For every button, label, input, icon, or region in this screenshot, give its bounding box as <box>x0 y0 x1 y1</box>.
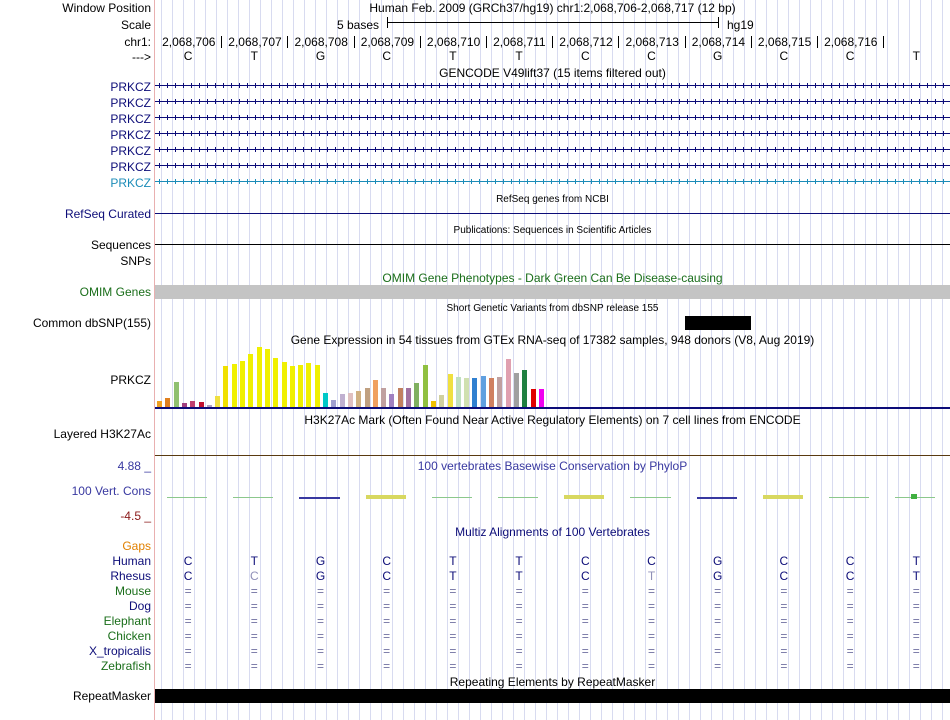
gtex-tissue-bar[interactable] <box>514 373 519 407</box>
gtex-tissue-bar[interactable] <box>522 370 527 407</box>
alignment-base: C <box>382 554 392 568</box>
alignment-base: G <box>315 569 326 583</box>
ruler-tick <box>685 36 686 48</box>
conservation-segment <box>697 497 737 499</box>
ruler-tick <box>486 36 487 48</box>
gtex-tissue-bar[interactable] <box>298 365 303 407</box>
gtex-tissue-bar[interactable] <box>348 393 353 407</box>
alignment-base: C <box>183 554 193 568</box>
alignment-base: T <box>647 569 656 583</box>
alignment-base: C <box>779 569 789 583</box>
alignment-match: = <box>250 644 258 658</box>
db-label: hg19 <box>727 18 754 32</box>
gtex-tissue-bar[interactable] <box>406 388 411 407</box>
gtex-tissue-bar[interactable] <box>215 396 220 407</box>
conservation-track-label[interactable]: 100 Vert. Cons <box>71 484 151 498</box>
alignment-match: = <box>184 584 192 598</box>
alignment-base: C <box>779 554 789 568</box>
scale-label: Scale <box>120 18 151 32</box>
alignment-match: = <box>780 644 788 658</box>
refseq-track-label[interactable]: RefSeq Curated <box>64 207 151 221</box>
alignment-base: C <box>249 569 259 583</box>
conservation-min-label: -4.5 _ <box>120 509 151 523</box>
alignment-match: = <box>912 659 920 673</box>
gtex-tissue-bar[interactable] <box>472 378 477 407</box>
alignment-match: = <box>184 644 192 658</box>
alignment-match: = <box>714 629 722 643</box>
gtex-tissue-bar[interactable] <box>356 391 361 407</box>
gtex-track-title: Gene Expression in 54 tissues from GTEx RNA-seq of 17382 samples, 948 donors (V8, Aug 2019) <box>290 333 815 347</box>
alignment-base: G <box>315 554 326 568</box>
gtex-tissue-bar[interactable] <box>464 378 469 407</box>
alignment-match: = <box>316 659 324 673</box>
conservation-segment <box>366 495 406 499</box>
conservation-segment <box>233 497 273 498</box>
species-label: X_tropicalis <box>88 644 151 658</box>
ruler-position: 2,068,715 <box>757 35 812 49</box>
alignment-match: = <box>316 584 324 598</box>
alignment-base: T <box>912 554 920 568</box>
gtex-tissue-bar[interactable] <box>223 366 228 407</box>
species-label: Dog <box>128 599 151 613</box>
alignment-base: G <box>713 569 723 583</box>
repeatmasker-track-title: Repeating Elements by RepeatMasker <box>449 675 656 689</box>
scale-bar-right-tick <box>718 17 719 28</box>
alignment-match: = <box>846 584 854 598</box>
alignment-base: C <box>647 554 656 568</box>
alignment-match: = <box>912 584 920 598</box>
alignment-match: = <box>647 629 655 643</box>
publications-track-title: Publications: Sequences in Scientific Articles <box>453 225 652 236</box>
alignment-match: = <box>250 659 258 673</box>
gtex-tissue-bar[interactable] <box>481 376 486 407</box>
alignment-match: = <box>184 614 192 628</box>
alignment-match: = <box>184 599 192 613</box>
alignment-match: = <box>780 629 788 643</box>
alignment-match: = <box>184 659 192 673</box>
gtex-tissue-bar[interactable] <box>323 393 328 407</box>
refseq-track-title: RefSeq genes from NCBI <box>496 194 609 205</box>
species-label: Human <box>112 554 151 568</box>
alignment-match: = <box>846 614 854 628</box>
scale-bar <box>387 22 719 23</box>
gtex-tissue-bar[interactable] <box>389 394 394 407</box>
alignment-match: = <box>912 614 920 628</box>
gtex-track-label[interactable]: PRKCZ <box>110 373 151 387</box>
gtex-tissue-bar[interactable] <box>257 347 262 407</box>
alignment-match: = <box>316 599 324 613</box>
gencode-track-title: GENCODE V49lift37 (15 items filtered out) <box>439 66 666 80</box>
alignment-match: = <box>780 659 788 673</box>
reference-base: C <box>779 49 789 63</box>
ruler-tick <box>420 36 421 48</box>
reference-base: G <box>315 49 326 63</box>
conservation-segment <box>299 497 339 499</box>
reference-base: C <box>647 49 656 63</box>
alignment-match: = <box>383 599 391 613</box>
alignment-match: = <box>250 599 258 613</box>
alignment-match: = <box>581 659 589 673</box>
gencode-transcript[interactable] <box>155 147 950 152</box>
gencode-transcript-label[interactable]: PRKCZ <box>110 96 151 110</box>
alignment-base: C <box>183 569 193 583</box>
gtex-tissue-bar[interactable] <box>381 388 386 407</box>
gtex-tissue-bar[interactable] <box>365 388 370 407</box>
chromosome-label: chr1: <box>124 35 151 49</box>
alignment-match: = <box>515 659 523 673</box>
conservation-track-title: 100 vertebrates Basewise Conservation by PhyloP <box>417 459 688 473</box>
gtex-tissue-bar[interactable] <box>497 377 502 407</box>
alignment-match: = <box>647 599 655 613</box>
gtex-tissue-bar[interactable] <box>398 388 403 407</box>
alignment-base: T <box>250 554 258 568</box>
dbsnp-track-label[interactable]: Common dbSNP(155) <box>32 316 151 330</box>
gaps-label: Gaps <box>122 539 151 553</box>
conservation-segment <box>763 495 803 499</box>
conservation-peak <box>911 494 917 499</box>
ruler-tick <box>618 36 619 48</box>
reference-base: G <box>713 49 723 63</box>
alignment-match: = <box>780 614 788 628</box>
reference-base: T <box>449 49 457 63</box>
alignment-base: C <box>382 569 392 583</box>
multiz-track-title: Multiz Alignments of 100 Vertebrates <box>455 525 650 539</box>
h3k27ac-track-label[interactable]: Layered H3K27Ac <box>53 427 151 441</box>
alignment-base: C <box>580 569 590 583</box>
omim-gene-bar[interactable] <box>155 285 950 299</box>
alignment-base: C <box>845 554 855 568</box>
alignment-match: = <box>714 614 722 628</box>
alignment-match: = <box>846 629 854 643</box>
ruler-tick <box>552 36 553 48</box>
conservation-graph[interactable] <box>155 490 950 504</box>
h3k27ac-track-title: H3K27Ac Mark (Often Found Near Active Regulatory Elements) on 7 cell lines from ENCODE <box>304 413 801 427</box>
track-label-column <box>0 0 153 720</box>
gtex-tissue-bar[interactable] <box>248 354 253 407</box>
repeatmasker-element[interactable] <box>155 689 950 703</box>
alignment-base: T <box>912 569 920 583</box>
alignment-match: = <box>515 644 523 658</box>
alignment-match: = <box>449 614 457 628</box>
omim-track-title: OMIM Gene Phenotypes - Dark Green Can Be Disease-causing <box>382 271 723 285</box>
gtex-tissue-bar[interactable] <box>414 383 419 407</box>
alignment-match: = <box>780 584 788 598</box>
ruler-position: 2,068,714 <box>691 35 746 49</box>
reference-base: C <box>183 49 193 63</box>
alignment-match: = <box>581 584 589 598</box>
snps-track-label[interactable]: SNPs <box>120 254 151 268</box>
ruler-position: 2,068,712 <box>559 35 613 49</box>
gencode-transcript[interactable] <box>155 163 950 168</box>
gtex-tissue-bar[interactable] <box>448 374 453 407</box>
gtex-tissue-bar[interactable] <box>373 380 378 407</box>
ruler-tick <box>221 36 222 48</box>
alignment-match: = <box>581 644 589 658</box>
ruler-position: 2,068,713 <box>625 35 679 49</box>
track-image[interactable] <box>155 0 950 720</box>
gtex-tissue-bar[interactable] <box>506 359 511 407</box>
alignment-match: = <box>250 629 258 643</box>
scale-bar-text: 5 bases <box>337 18 380 32</box>
gtex-tissue-bar[interactable] <box>290 366 295 407</box>
gencode-transcript-label[interactable]: PRKCZ <box>110 112 151 126</box>
refseq-gene-line[interactable] <box>155 213 950 214</box>
alignment-match: = <box>581 614 589 628</box>
alignment-match: = <box>581 629 589 643</box>
alignment-match: = <box>714 599 722 613</box>
strand-arrow-label: ---> <box>132 50 151 64</box>
ruler-position: 2,068,709 <box>360 35 415 49</box>
gencode-transcript[interactable] <box>155 115 950 120</box>
conservation-max-label: 4.88 _ <box>117 459 151 473</box>
alignment-match: = <box>316 614 324 628</box>
ruler-position: 2,068,707 <box>228 35 282 49</box>
gencode-transcript-label[interactable]: PRKCZ <box>110 144 151 158</box>
ruler-tick <box>287 36 288 48</box>
alignment-match: = <box>449 659 457 673</box>
alignment-match: = <box>846 659 854 673</box>
reference-base: T <box>912 49 920 63</box>
dbsnp-variant[interactable] <box>685 316 751 330</box>
gtex-tissue-bar[interactable] <box>456 377 461 407</box>
alignment-match: = <box>316 644 324 658</box>
conservation-segment <box>564 495 604 499</box>
gtex-tissue-bar[interactable] <box>165 398 170 407</box>
gencode-transcript-label[interactable]: PRKCZ <box>110 80 151 94</box>
ruler-position: 2,068,710 <box>426 35 481 49</box>
conservation-segment <box>432 497 472 498</box>
reference-base: C <box>580 49 590 63</box>
gtex-tissue-bar[interactable] <box>240 361 245 407</box>
alignment-match: = <box>846 599 854 613</box>
omim-track-label[interactable]: OMIM Genes <box>79 285 151 299</box>
gtex-bar-chart[interactable] <box>155 347 950 407</box>
alignment-match: = <box>581 599 589 613</box>
assembly-position-title: Human Feb. 2009 (GRCh37/hg19) chr1:2,068,706-2,068,717 (12 bp) <box>369 1 736 15</box>
ruler-position: 2,068,706 <box>162 35 216 49</box>
alignment-match: = <box>250 584 258 598</box>
conservation-segment <box>498 497 538 498</box>
alignment-match: = <box>449 644 457 658</box>
alignment-match: = <box>449 629 457 643</box>
ruler-position: 2,068,711 <box>493 35 546 49</box>
h3k27ac-baseline <box>155 455 950 456</box>
alignment-match: = <box>383 659 391 673</box>
conservation-segment <box>630 497 670 498</box>
gtex-tissue-bar[interactable] <box>315 365 320 407</box>
window-position-label: Window Position <box>62 1 151 15</box>
alignment-match: = <box>647 584 655 598</box>
gtex-tissue-bar[interactable] <box>232 364 237 407</box>
sequences-track-label[interactable]: Sequences <box>90 238 151 252</box>
alignment-match: = <box>383 614 391 628</box>
gtex-tissue-bar[interactable] <box>273 358 278 407</box>
alignment-match: = <box>846 644 854 658</box>
gtex-tissue-bar[interactable] <box>331 400 336 407</box>
ruler-tick <box>817 36 818 48</box>
conservation-segment <box>167 497 207 498</box>
alignment-base: T <box>449 569 457 583</box>
gtex-baseline <box>155 407 950 409</box>
alignment-base: C <box>580 554 590 568</box>
alignment-match: = <box>250 614 258 628</box>
ruler-position: 2,068,716 <box>824 35 878 49</box>
reference-base: C <box>845 49 855 63</box>
species-label: Mouse <box>114 584 151 598</box>
gencode-transcript-label[interactable]: PRKCZ <box>110 160 151 174</box>
gtex-tissue-bar[interactable] <box>439 395 444 407</box>
species-label: Zebrafish <box>100 659 151 673</box>
gtex-tissue-bar[interactable] <box>282 362 287 407</box>
alignment-match: = <box>714 659 722 673</box>
reference-base: T <box>515 49 523 63</box>
conservation-segment <box>829 497 869 498</box>
ruler-position: 2,068,708 <box>294 35 348 49</box>
gtex-tissue-bar[interactable] <box>174 382 179 407</box>
gtex-tissue-bar[interactable] <box>265 349 270 407</box>
alignment-base: G <box>713 554 723 568</box>
alignment-match: = <box>383 584 391 598</box>
alignment-match: = <box>714 584 722 598</box>
alignment-match: = <box>912 644 920 658</box>
gtex-tissue-bar[interactable] <box>423 365 428 407</box>
alignment-base: C <box>845 569 855 583</box>
gtex-tissue-bar[interactable] <box>531 389 536 407</box>
alignment-match: = <box>780 599 788 613</box>
alignment-match: = <box>316 629 324 643</box>
gtex-tissue-bar[interactable] <box>340 394 345 407</box>
gencode-transcript[interactable] <box>155 131 950 136</box>
alignment-match: = <box>515 584 523 598</box>
reference-base: T <box>250 49 258 63</box>
dbsnp-track-title: Short Genetic Variants from dbSNP release 155 <box>446 303 659 314</box>
gencode-transcript[interactable] <box>155 99 950 104</box>
alignment-match: = <box>515 599 523 613</box>
gtex-tissue-bar[interactable] <box>489 378 494 407</box>
species-label: Chicken <box>107 629 151 643</box>
gencode-transcript-label[interactable]: PRKCZ <box>110 128 151 142</box>
alignment-match: = <box>912 599 920 613</box>
gtex-tissue-bar[interactable] <box>539 389 544 407</box>
ruler-tick <box>883 36 884 48</box>
gencode-transcript[interactable] <box>155 179 950 184</box>
alignment-match: = <box>912 629 920 643</box>
alignment-match: = <box>647 644 655 658</box>
ruler-tick <box>751 36 752 48</box>
alignment-match: = <box>449 584 457 598</box>
species-label: Elephant <box>103 614 151 628</box>
alignment-match: = <box>515 614 523 628</box>
alignment-match: = <box>383 629 391 643</box>
alignment-match: = <box>383 644 391 658</box>
alignment-base: T <box>515 569 523 583</box>
alignment-match: = <box>515 629 523 643</box>
alignment-match: = <box>449 599 457 613</box>
alignment-match: = <box>647 614 655 628</box>
gencode-transcript[interactable] <box>155 83 950 88</box>
species-label: Rhesus <box>110 569 151 583</box>
reference-base: C <box>382 49 392 63</box>
repeatmasker-track-label[interactable]: RepeatMasker <box>72 689 151 703</box>
alignment-match: = <box>714 644 722 658</box>
alignment-base: T <box>449 554 457 568</box>
alignment-match: = <box>647 659 655 673</box>
gtex-tissue-bar[interactable] <box>306 363 311 407</box>
alignment-base: T <box>515 554 523 568</box>
publications-line[interactable] <box>155 244 950 245</box>
ruler-tick <box>354 36 355 48</box>
alignment-match: = <box>184 629 192 643</box>
gencode-transcript-label[interactable]: PRKCZ <box>110 176 151 190</box>
